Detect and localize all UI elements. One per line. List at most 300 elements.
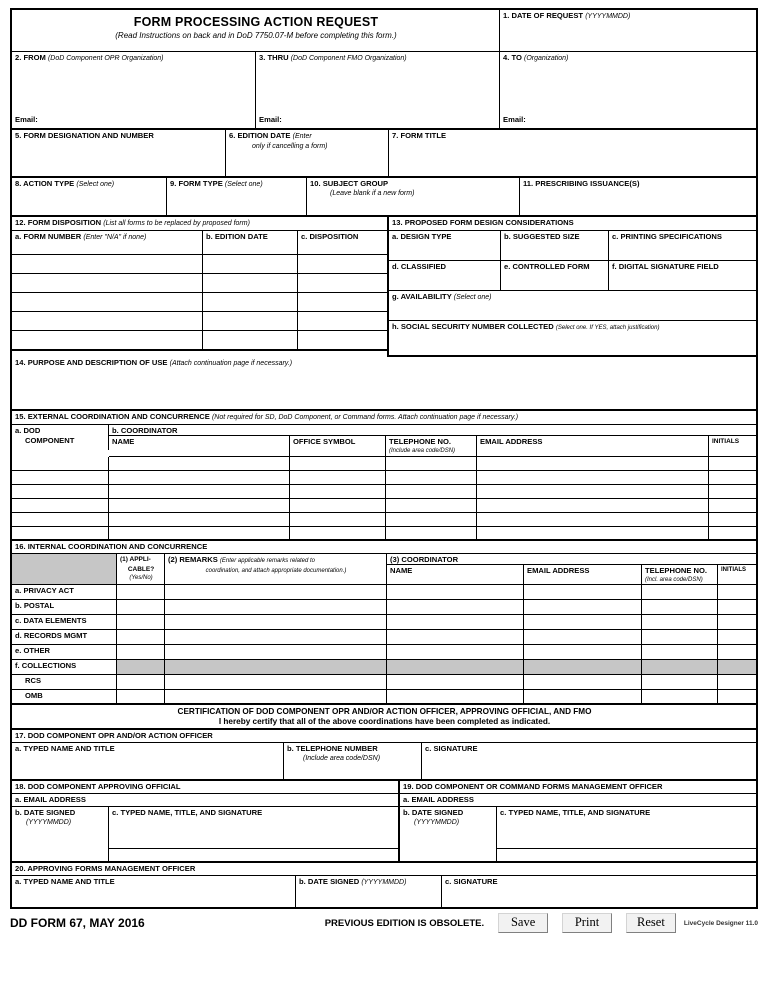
printing-specifications-label: c. PRINTING SPECIFICATIONS bbox=[612, 232, 722, 241]
col-office-symbol bbox=[290, 436, 386, 457]
previous-edition-notice: PREVIOUS EDITION IS OBSOLETE. bbox=[324, 917, 485, 929]
row-label-text: a. PRIVACY ACT bbox=[15, 586, 74, 595]
table-row[interactable] bbox=[12, 312, 387, 331]
field-opr-typed-name-title[interactable] bbox=[12, 743, 284, 781]
field-action-type[interactable] bbox=[12, 178, 167, 217]
action-type-num: 8. bbox=[15, 179, 22, 188]
coordinator-subheader-row bbox=[387, 565, 756, 585]
cell-disposition[interactable] bbox=[298, 255, 387, 274]
thru-num: 3. bbox=[259, 53, 266, 62]
cell-initials[interactable] bbox=[718, 675, 756, 690]
to-email-label: Email: bbox=[503, 115, 526, 124]
field-approving-official-date-signed[interactable] bbox=[12, 807, 109, 863]
row-label-text: e. OTHER bbox=[15, 646, 51, 655]
section-18-19-signature-row bbox=[12, 807, 756, 863]
form-main-title: FORM PROCESSING ACTION REQUEST bbox=[133, 15, 379, 29]
field-thru-email[interactable] bbox=[256, 114, 500, 130]
section-15-hint: (Not required for SD, DoD Component, or Command forms. Attach continuation page if necessary.) bbox=[211, 414, 519, 421]
cell-name[interactable] bbox=[109, 499, 290, 513]
opr-telephone-label: b. TELEPHONE NUMBER bbox=[287, 744, 378, 753]
approving-official-email-label: a. EMAIL ADDRESS bbox=[15, 795, 86, 804]
table-row[interactable] bbox=[12, 600, 756, 615]
cell-telephone[interactable] bbox=[386, 499, 477, 513]
cell-telephone[interactable] bbox=[386, 527, 477, 541]
section-15-num: 15. bbox=[15, 412, 26, 421]
remarks-label: (2) REMARKS bbox=[168, 555, 218, 564]
field-controlled-form[interactable] bbox=[501, 261, 609, 291]
cell-initials[interactable] bbox=[709, 471, 756, 485]
cell-name[interactable] bbox=[387, 675, 524, 690]
table-row bbox=[12, 660, 756, 675]
cell-form-number[interactable] bbox=[12, 312, 203, 331]
field-form-type[interactable] bbox=[167, 178, 307, 217]
designation-row bbox=[12, 130, 756, 178]
cell-remarks[interactable] bbox=[165, 675, 387, 690]
row-label-other bbox=[12, 645, 117, 660]
section-12-13-title-row bbox=[12, 217, 756, 231]
table-row[interactable] bbox=[12, 527, 756, 541]
field-to-email[interactable] bbox=[500, 114, 756, 130]
table-row[interactable] bbox=[12, 615, 756, 630]
field-afmo-date-signed[interactable] bbox=[296, 876, 442, 909]
field-prescribing-issuances[interactable] bbox=[520, 178, 756, 217]
fmo-date-label: b. DATE SIGNED bbox=[403, 808, 464, 817]
cell-name[interactable] bbox=[109, 471, 290, 485]
field-design-type[interactable] bbox=[389, 231, 501, 261]
col-coordinator-group bbox=[387, 554, 756, 585]
from-email-label: Email: bbox=[15, 115, 38, 124]
cell-telephone[interactable] bbox=[386, 457, 477, 471]
cell-initials[interactable] bbox=[718, 585, 756, 600]
cell-email[interactable] bbox=[524, 615, 642, 630]
field-purpose-description[interactable] bbox=[12, 357, 756, 411]
section-20-body-row bbox=[12, 876, 756, 909]
cell-telephone[interactable] bbox=[642, 630, 718, 645]
dod-component-line1: a. DOD bbox=[15, 426, 41, 435]
cell-name[interactable] bbox=[387, 585, 524, 600]
approving-official-date-hint: (YYYYMMDD) bbox=[26, 818, 72, 826]
cell-office-symbol[interactable] bbox=[290, 471, 386, 485]
col-telephone-label: TELEPHONE NO. bbox=[389, 437, 452, 446]
applicable-line2: CABLE? bbox=[127, 565, 155, 573]
col-form-number-hint: (Enter "N/A" if none) bbox=[83, 234, 147, 241]
cell-name[interactable] bbox=[387, 630, 524, 645]
cell-office-symbol[interactable] bbox=[290, 499, 386, 513]
reset-button[interactable]: Reset bbox=[626, 913, 676, 933]
edition-date-num: 6. bbox=[229, 131, 236, 140]
cell-telephone[interactable] bbox=[386, 485, 477, 499]
cell-email[interactable] bbox=[477, 471, 709, 485]
edition-date-label: EDITION DATE bbox=[237, 131, 291, 140]
field-from-email[interactable] bbox=[12, 114, 256, 130]
row-label-rcs bbox=[12, 675, 117, 690]
col-telephone-no bbox=[386, 436, 477, 457]
field-opr-signature[interactable] bbox=[422, 743, 756, 781]
cell-telephone[interactable] bbox=[642, 600, 718, 615]
field-fmo-typed-name[interactable] bbox=[497, 807, 756, 849]
col-email-address bbox=[524, 565, 642, 585]
cell-email[interactable] bbox=[524, 585, 642, 600]
cell-applicable[interactable] bbox=[117, 645, 165, 660]
cell-office-symbol[interactable] bbox=[290, 485, 386, 499]
save-button[interactable]: Save bbox=[498, 913, 548, 933]
row-label-postal bbox=[12, 600, 117, 615]
cell-name[interactable] bbox=[387, 645, 524, 660]
table-row[interactable] bbox=[12, 645, 756, 660]
cell-applicable[interactable] bbox=[117, 615, 165, 630]
cell-email[interactable] bbox=[477, 457, 709, 471]
subject-group-hint: (Leave blank if a new form) bbox=[330, 189, 415, 197]
section-15-header bbox=[12, 411, 756, 425]
field-form-designation[interactable] bbox=[12, 130, 226, 178]
row-label-privacy-act bbox=[12, 585, 117, 600]
field-approving-official-typed-name[interactable] bbox=[109, 807, 400, 849]
col-telephone-hint: (Incl. area code/DSN) bbox=[645, 576, 703, 583]
field-fmo-email[interactable] bbox=[400, 794, 756, 807]
email-row bbox=[12, 114, 756, 130]
form-footer bbox=[10, 912, 758, 934]
cell-name[interactable] bbox=[109, 513, 290, 527]
cell-applicable[interactable] bbox=[117, 585, 165, 600]
section-20-header bbox=[12, 863, 756, 876]
cell-disposition[interactable] bbox=[298, 312, 387, 331]
field-classified[interactable] bbox=[389, 261, 501, 291]
col-email-label: EMAIL ADDRESS bbox=[480, 437, 543, 446]
cell-name[interactable] bbox=[387, 600, 524, 615]
col-dod-component bbox=[12, 425, 109, 450]
cell-dod-component[interactable] bbox=[12, 471, 109, 485]
section-18-header bbox=[12, 781, 400, 794]
ssn-collected-label: h. SOCIAL SECURITY NUMBER COLLECTED bbox=[392, 322, 554, 331]
cell-telephone[interactable] bbox=[642, 645, 718, 660]
cell-name[interactable] bbox=[387, 690, 524, 705]
fmo-date-hint: (YYYYMMDD) bbox=[414, 818, 460, 826]
cell-office-symbol[interactable] bbox=[290, 513, 386, 527]
col-form-number-label: a. FORM NUMBER bbox=[15, 232, 82, 241]
section-19-label: DOD COMPONENT OR COMMAND FORMS MANAGEMENT OFFICER bbox=[415, 782, 663, 791]
cell-telephone[interactable] bbox=[642, 675, 718, 690]
cell-initials[interactable] bbox=[709, 527, 756, 541]
col-disposition bbox=[298, 231, 387, 255]
cell-dod-component[interactable] bbox=[12, 513, 109, 527]
cell-disposition[interactable] bbox=[298, 331, 387, 351]
row-label-text: c. DATA ELEMENTS bbox=[15, 616, 87, 625]
opr-telephone-hint: (Include area code/DSN) bbox=[303, 754, 381, 762]
designer-credit: LiveCycle Designer 11.0 bbox=[683, 919, 758, 927]
action-type-row bbox=[12, 178, 756, 217]
form-identifier: DD FORM 67, MAY 2016 bbox=[10, 916, 145, 930]
section-19-header bbox=[400, 781, 756, 794]
field-afmo-signature[interactable] bbox=[442, 876, 756, 909]
section-13-grid bbox=[389, 231, 756, 357]
table-row[interactable] bbox=[12, 690, 756, 705]
applicable-line1: (1) APPLI- bbox=[120, 556, 151, 563]
field-approving-official-email[interactable] bbox=[12, 794, 400, 807]
cell-applicable[interactable] bbox=[117, 630, 165, 645]
cell-edition-date[interactable] bbox=[203, 274, 298, 293]
opr-signature-label: c. SIGNATURE bbox=[425, 744, 478, 753]
section-12-hint: (List all forms to be replaced by proposed form) bbox=[103, 220, 250, 227]
row-label-text: b. POSTAL bbox=[15, 601, 55, 610]
coordinator-title bbox=[387, 554, 756, 565]
section-13-row-g bbox=[389, 291, 756, 321]
field-from[interactable] bbox=[12, 52, 256, 114]
section-12-num: 12. bbox=[15, 218, 26, 227]
cell-email[interactable] bbox=[477, 499, 709, 513]
from-thru-to-row bbox=[12, 52, 756, 114]
field-fmo-date-signed[interactable] bbox=[400, 807, 497, 863]
classified-label: d. CLASSIFIED bbox=[392, 262, 447, 271]
cell-dod-component[interactable] bbox=[12, 485, 109, 499]
print-button[interactable]: Print bbox=[562, 913, 612, 933]
row-label-text: RCS bbox=[25, 676, 42, 685]
field-suggested-size[interactable] bbox=[501, 231, 609, 261]
cell-initials[interactable] bbox=[718, 600, 756, 615]
subject-group-label: SUBJECT GROUP bbox=[322, 179, 389, 188]
table-row[interactable] bbox=[12, 457, 756, 471]
digital-signature-field-label: f. DIGITAL SIGNATURE FIELD bbox=[612, 262, 719, 271]
afmo-typed-name-label: a. TYPED NAME AND TITLE bbox=[15, 877, 115, 886]
field-approving-official-signature-strip[interactable] bbox=[109, 849, 400, 863]
field-thru[interactable] bbox=[256, 52, 500, 114]
table-row[interactable] bbox=[12, 331, 387, 351]
cell-name-disabled bbox=[387, 660, 524, 675]
fmo-name-stack bbox=[497, 807, 756, 863]
section-14-row bbox=[12, 357, 756, 411]
cell-telephone[interactable] bbox=[386, 513, 477, 527]
prescribing-label: PRESCRIBING ISSUANCE(S) bbox=[535, 179, 640, 188]
dd-form-67 bbox=[10, 8, 758, 909]
field-edition-date[interactable] bbox=[226, 130, 389, 178]
cell-initials[interactable] bbox=[709, 513, 756, 527]
cell-office-symbol[interactable] bbox=[290, 457, 386, 471]
coordinator-title-row bbox=[387, 554, 756, 565]
cell-email[interactable] bbox=[477, 527, 709, 541]
section-20-num: 20. bbox=[15, 864, 26, 873]
section-14-num: 14. bbox=[15, 358, 26, 367]
cell-applicable[interactable] bbox=[117, 675, 165, 690]
cell-form-number[interactable] bbox=[12, 255, 203, 274]
form-subtitle: (Read Instructions on back and in DoD 7750.07-M before completing this form.) bbox=[115, 31, 397, 40]
cell-edition-date[interactable] bbox=[203, 255, 298, 274]
cell-name[interactable] bbox=[387, 615, 524, 630]
table-row[interactable] bbox=[12, 630, 756, 645]
field-printing-specifications[interactable] bbox=[609, 231, 756, 261]
cell-email[interactable] bbox=[477, 513, 709, 527]
section-13-header bbox=[389, 217, 756, 231]
cell-edition-date[interactable] bbox=[203, 293, 298, 312]
cell-form-number[interactable] bbox=[12, 331, 203, 351]
cell-remarks-disabled bbox=[165, 660, 387, 675]
cell-edition-date[interactable] bbox=[203, 331, 298, 351]
fmo-typed-name-label: c. TYPED NAME, TITLE, AND SIGNATURE bbox=[500, 808, 651, 817]
cell-initials[interactable] bbox=[709, 485, 756, 499]
cell-form-number[interactable] bbox=[12, 293, 203, 312]
certification-row bbox=[12, 705, 756, 730]
row-label-omb bbox=[12, 690, 117, 705]
section-13-num: 13. bbox=[392, 218, 403, 227]
row-label-data-elements bbox=[12, 615, 117, 630]
col-edition-date-label: b. EDITION DATE bbox=[206, 232, 268, 241]
row-label-text: OMB bbox=[25, 691, 43, 700]
table-row[interactable] bbox=[12, 513, 756, 527]
edition-date-hint2: only if cancelling a form) bbox=[252, 142, 328, 150]
thru-hint: (DoD Component FMO Organization) bbox=[290, 55, 407, 62]
cell-telephone[interactable] bbox=[642, 585, 718, 600]
ssn-collected-hint: (Select one. If YES, attach justification) bbox=[555, 325, 660, 331]
action-type-hint: (Select one) bbox=[76, 181, 115, 188]
cell-initials[interactable] bbox=[718, 645, 756, 660]
certification-line1: CERTIFICATION OF DOD COMPONENT OPR AND/OR ACTION OFFICER, APPROVING OFFICIAL, AND FMO bbox=[177, 707, 592, 716]
cell-email[interactable] bbox=[524, 690, 642, 705]
form-title-num: 7. bbox=[392, 131, 399, 140]
section-20-label: APPROVING FORMS MANAGEMENT OFFICER bbox=[27, 864, 196, 873]
field-fmo-signature-strip[interactable] bbox=[497, 849, 756, 863]
availability-label: g. AVAILABILITY bbox=[392, 292, 452, 301]
from-label: FROM bbox=[23, 53, 46, 62]
cell-initials[interactable] bbox=[709, 457, 756, 471]
cell-dod-component[interactable] bbox=[12, 499, 109, 513]
table-row[interactable] bbox=[12, 255, 387, 274]
cell-edition-date[interactable] bbox=[203, 312, 298, 331]
col-name bbox=[387, 565, 524, 585]
form-type-label: FORM TYPE bbox=[178, 179, 223, 188]
cell-email[interactable] bbox=[524, 630, 642, 645]
field-ssn-collected[interactable] bbox=[389, 321, 756, 357]
section-17-body-row bbox=[12, 743, 756, 781]
field-afmo-typed-name-title[interactable] bbox=[12, 876, 296, 909]
section-16-num: 16. bbox=[15, 542, 26, 551]
col-email-address bbox=[477, 436, 709, 457]
section-16-head bbox=[12, 554, 756, 585]
date-of-request-hint: (YYYYMMDD) bbox=[585, 13, 631, 20]
cell-dod-component[interactable] bbox=[12, 527, 109, 541]
afmo-signature-label: c. SIGNATURE bbox=[445, 877, 498, 886]
table-row[interactable] bbox=[12, 293, 387, 312]
cell-telephone[interactable] bbox=[642, 690, 718, 705]
cell-telephone[interactable] bbox=[642, 615, 718, 630]
field-date-of-request[interactable] bbox=[500, 10, 756, 52]
col-telephone-no bbox=[642, 565, 718, 585]
section-12-13-body bbox=[12, 231, 756, 357]
section-15-title-row bbox=[12, 411, 756, 425]
field-opr-telephone[interactable] bbox=[284, 743, 422, 781]
section-17-label: DOD COMPONENT OPR AND/OR ACTION OFFICER bbox=[27, 731, 213, 740]
table-row[interactable] bbox=[12, 675, 756, 690]
cell-remarks[interactable] bbox=[165, 645, 387, 660]
cell-remarks[interactable] bbox=[165, 690, 387, 705]
cell-initials[interactable] bbox=[718, 690, 756, 705]
cell-email[interactable] bbox=[524, 645, 642, 660]
section-13-label: PROPOSED FORM DESIGN CONSIDERATIONS bbox=[404, 218, 574, 227]
cell-office-symbol[interactable] bbox=[290, 527, 386, 541]
table-row[interactable] bbox=[12, 274, 387, 293]
col-disposition-label: c. DISPOSITION bbox=[301, 232, 359, 241]
from-hint: (DoD Component OPR Organization) bbox=[47, 55, 164, 62]
field-availability[interactable] bbox=[389, 291, 756, 321]
afmo-date-label: b. DATE SIGNED bbox=[299, 877, 360, 886]
cell-remarks[interactable] bbox=[165, 615, 387, 630]
section-16-corner-spacer bbox=[12, 554, 117, 585]
opr-typed-name-label: a. TYPED NAME AND TITLE bbox=[15, 744, 115, 753]
cell-email[interactable] bbox=[477, 485, 709, 499]
col-email-label: EMAIL ADDRESS bbox=[527, 566, 590, 575]
cell-initials[interactable] bbox=[709, 499, 756, 513]
cell-telephone[interactable] bbox=[386, 471, 477, 485]
col-initials bbox=[709, 436, 756, 457]
section-14-label: PURPOSE AND DESCRIPTION OF USE bbox=[27, 358, 168, 367]
section-19-num: 19. bbox=[403, 782, 414, 791]
section-18-19-title-row bbox=[12, 781, 756, 794]
col-initials-label: INITIALS bbox=[712, 438, 740, 445]
cell-form-number[interactable] bbox=[12, 274, 203, 293]
form-designation-label: FORM DESIGNATION AND NUMBER bbox=[23, 131, 154, 140]
col-telephone-hint: (Include area code/DSN) bbox=[389, 447, 456, 454]
cell-name[interactable] bbox=[109, 457, 290, 471]
cell-email[interactable] bbox=[524, 675, 642, 690]
thru-label: THRU bbox=[267, 53, 289, 62]
section-12-table bbox=[12, 231, 389, 357]
col-applicable bbox=[117, 554, 165, 585]
cell-initials[interactable] bbox=[718, 630, 756, 645]
section-18-label: DOD COMPONENT APPROVING OFFICIAL bbox=[27, 782, 181, 791]
approving-official-name-stack bbox=[109, 807, 400, 863]
row-label-records-mgmt bbox=[12, 630, 117, 645]
table-row[interactable] bbox=[12, 485, 756, 499]
coordinator-title-row bbox=[109, 425, 756, 436]
to-num: 4. bbox=[503, 53, 510, 62]
cell-applicable[interactable] bbox=[117, 690, 165, 705]
cell-dod-component[interactable] bbox=[12, 457, 109, 471]
approving-official-date-label: b. DATE SIGNED bbox=[15, 808, 76, 817]
cell-name[interactable] bbox=[109, 485, 290, 499]
thru-email-label: Email: bbox=[259, 115, 282, 124]
field-subject-group[interactable] bbox=[307, 178, 520, 217]
section-16-title-row bbox=[12, 541, 756, 554]
form-title-block bbox=[12, 10, 500, 52]
cell-disposition[interactable] bbox=[298, 293, 387, 312]
col-form-number bbox=[12, 231, 203, 255]
col-office-symbol-label: OFFICE SYMBOL bbox=[293, 437, 356, 446]
table-row[interactable] bbox=[12, 585, 756, 600]
table-row[interactable] bbox=[12, 499, 756, 513]
table-row[interactable] bbox=[12, 471, 756, 485]
field-to[interactable] bbox=[500, 52, 756, 114]
cell-applicable[interactable] bbox=[117, 600, 165, 615]
cell-disposition[interactable] bbox=[298, 274, 387, 293]
from-num: 2. bbox=[15, 53, 22, 62]
cell-email-disabled bbox=[524, 660, 642, 675]
coordinator-label: (3) COORDINATOR bbox=[390, 555, 459, 564]
dod-component-line2: COMPONENT bbox=[25, 435, 75, 445]
cell-remarks[interactable] bbox=[165, 585, 387, 600]
form-type-num: 9. bbox=[170, 179, 177, 188]
row-label-text: f. COLLECTIONS bbox=[15, 661, 77, 670]
certification-line2: I hereby certify that all of the above coordinations have been completed as indicated. bbox=[218, 716, 551, 726]
cell-name[interactable] bbox=[109, 527, 290, 541]
edition-date-hint: (Enter bbox=[292, 133, 312, 140]
cell-remarks[interactable] bbox=[165, 600, 387, 615]
field-form-title[interactable] bbox=[389, 130, 756, 178]
cell-email[interactable] bbox=[524, 600, 642, 615]
section-13-row-def bbox=[389, 261, 756, 291]
cell-initials[interactable] bbox=[718, 615, 756, 630]
col-edition-date bbox=[203, 231, 298, 255]
field-digital-signature-field[interactable] bbox=[609, 261, 756, 291]
cell-remarks[interactable] bbox=[165, 630, 387, 645]
col-initials-label: INITIALS bbox=[721, 567, 746, 573]
availability-hint: (Select one) bbox=[453, 294, 492, 301]
